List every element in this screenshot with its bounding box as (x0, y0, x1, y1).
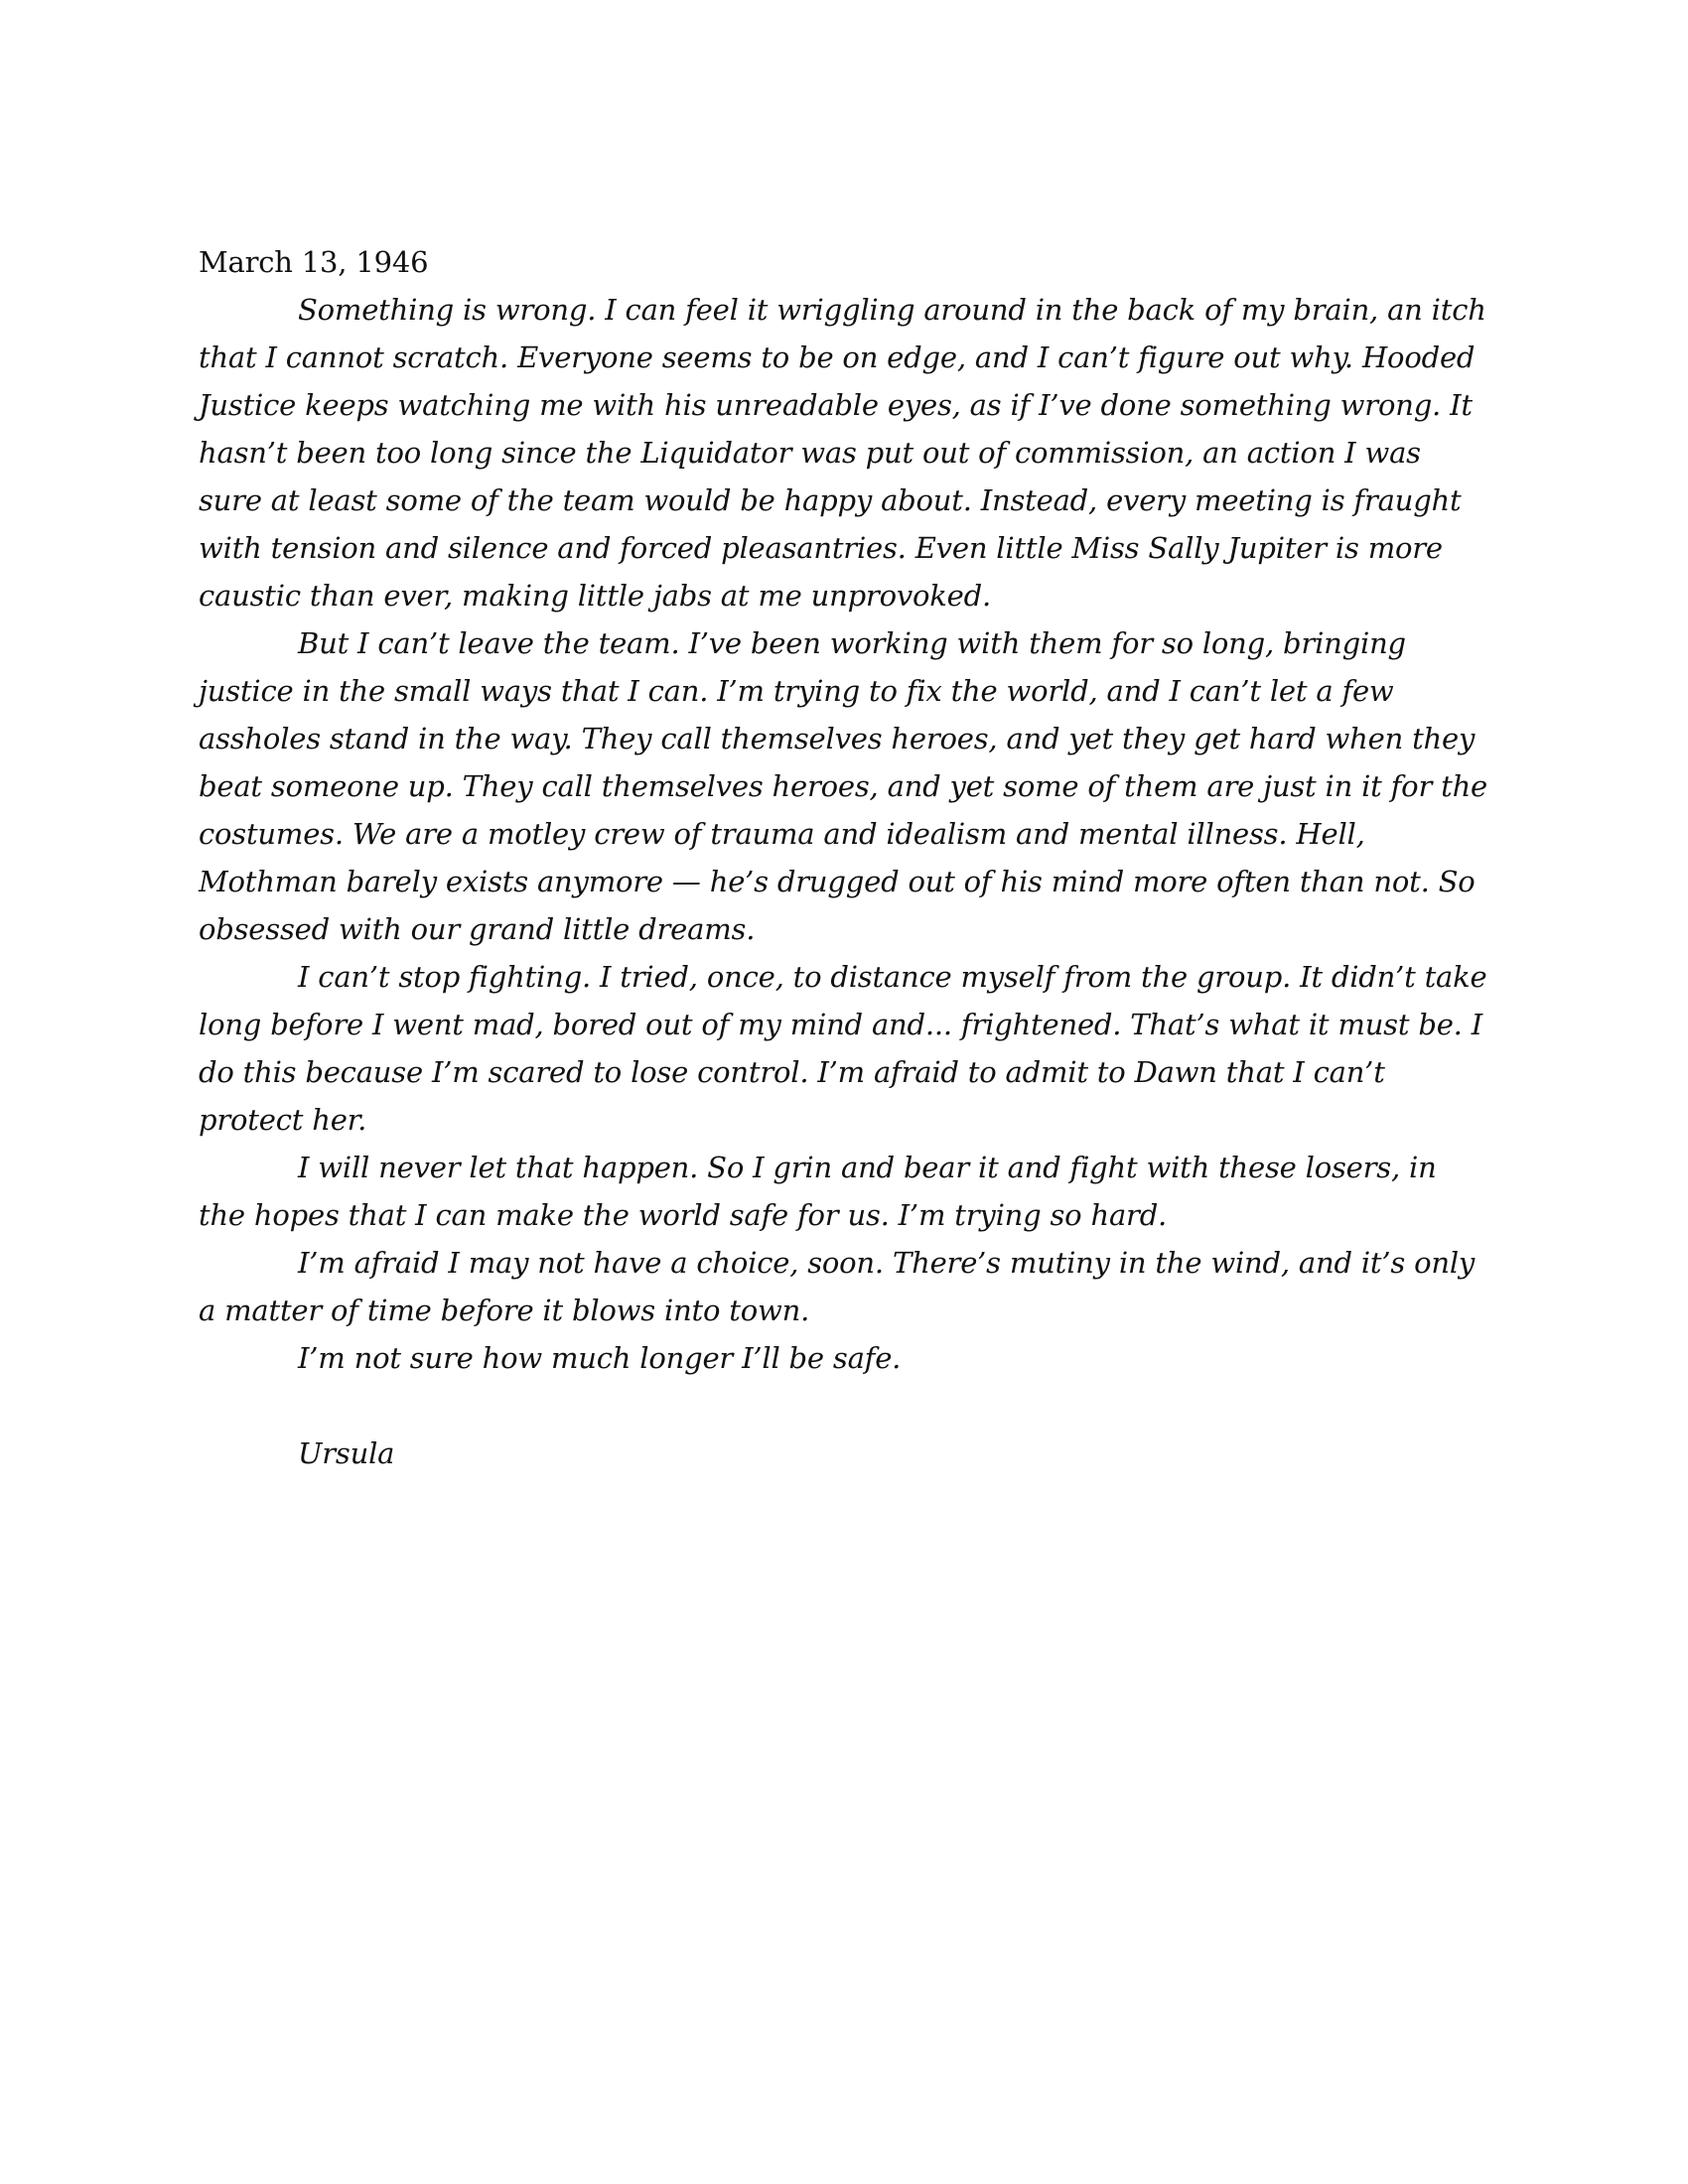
letter-paragraph-6: I’m not sure how much longer I’ll be safe. (298, 1341, 902, 1375)
letter-paragraph-1: Something is wrong. I can feel it wriggling around in the back of my brain, an itch that I cannot scratch. Everyone seems to be on edge, and I can’t figure out why. Hooded Justice keeps watching me with his unreadable eyes, as if I’ve done something wrong. It hasn’t been too long since the Liquidator was put out of commission, an action I was sure at least some of the team would be happy about. Instead, every meeting is fraught with tension and silence and forced pleasantries. Even little Miss Sally Jupiter is more caustic than ever, making little jabs at me unprovoked. (199, 293, 1486, 613)
letter-signature: Ursula (298, 1436, 395, 1470)
letter-paragraph-5: I’m afraid I may not have a choice, soon. There’s mutiny in the wind, and it’s only a matter of time before it blows into town. (199, 1246, 1476, 1327)
letter-page (199, 238, 1489, 1477)
letter-paragraph-3: I can’t stop fighting. I tried, once, to distance myself from the group. It didn’t take long before I went mad, bored out of my mind and... frightened. That’s what it must be. I do this because I’m scared to lose control. I’m afraid to admit to Dawn that I can’t protect her. (199, 960, 1487, 1137)
letter-date: March 13, 1946 (199, 245, 429, 279)
letter-paragraph-2: But I can’t leave the team. I’ve been working with them for so long, bringing justice in the small ways that I can. I’m trying to fix the world, and I can’t let a few assholes stand in the way. They call themselves heroes, and yet they get hard when they beat someone up. They call themselves heroes, and yet some of them are just in it for the costumes. We are a motley crew of trauma and idealism and mental illness. Hell, Mothman barely exists anymore — he’s drugged out of his mind more often than not. So obsessed with our grand little dreams. (199, 626, 1488, 946)
letter-paragraph-4: I will never let that happen. So I grin and bear it and fight with these losers, in the hopes that I can make the world safe for us. I’m trying so hard. (199, 1151, 1437, 1232)
